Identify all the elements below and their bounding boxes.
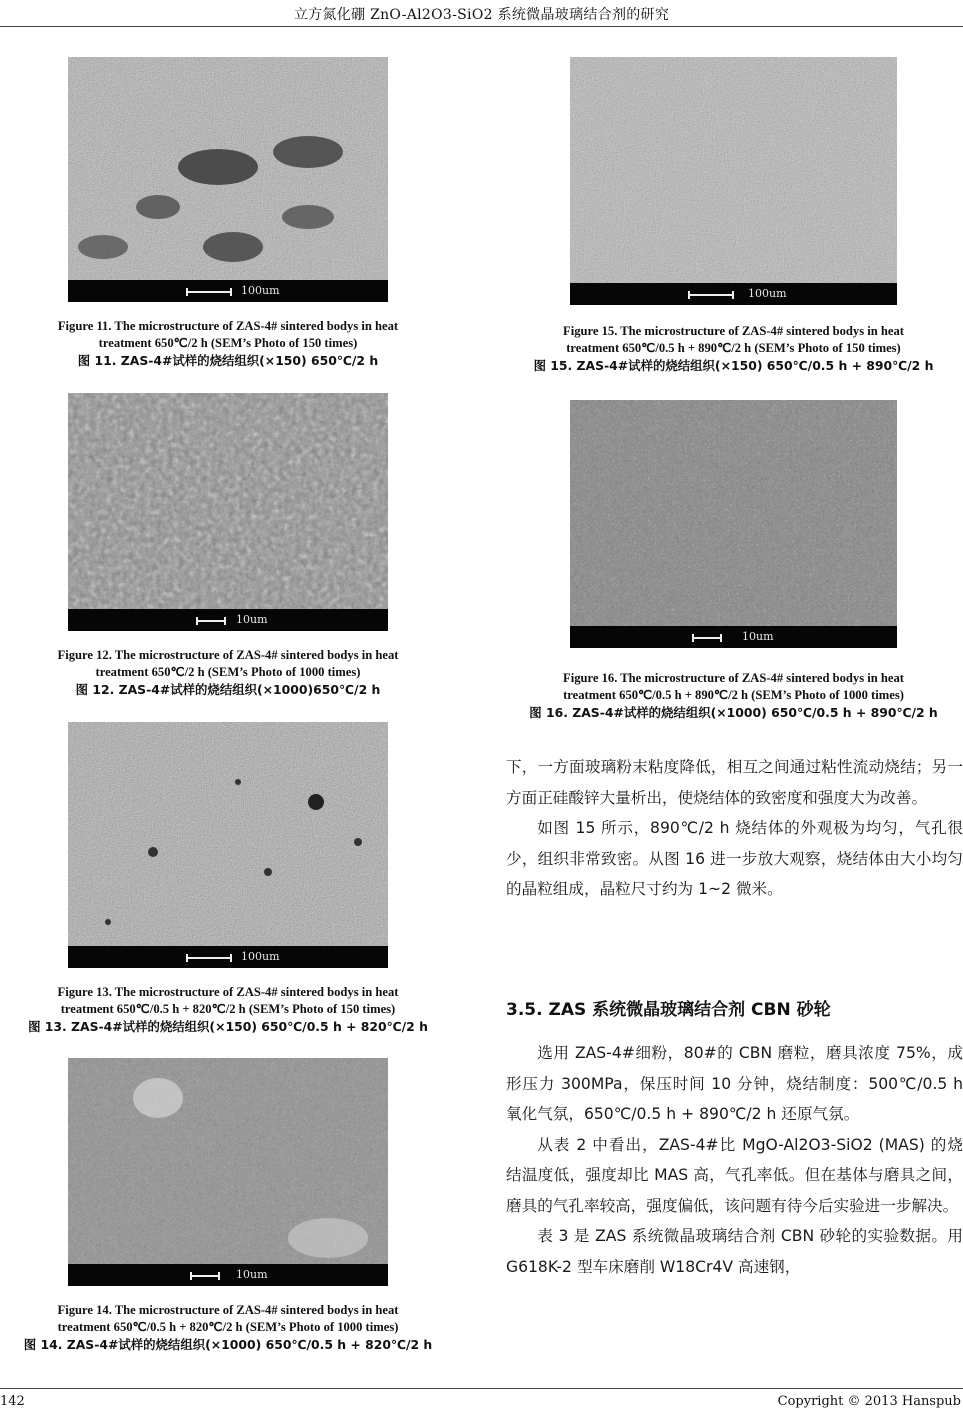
scale-label: 100um [241,284,280,297]
caption-en-line1: Figure 14. The microstructure of ZAS-4# sintered bodys in heat [57,1303,399,1317]
scale-label: 100um [241,950,280,963]
scale-line [692,637,722,639]
figure-14-image [68,1058,388,1286]
scale-line [688,294,734,296]
paragraph-table2: 从表 2 中看出，ZAS-4#比 MgO-Al2O3-SiO2 (MAS) 的烧结温度低，强度却比 MAS 高，气孔率低。但在基体与磨具之间，磨具的气孔率较高，强度偏低，该问题有待今后实验进一步解决。 [506,1135,963,1215]
paragraph-continuation: 下，一方面玻璃粉末粘度降低，相互之间通过粘性流动烧结；另一方面正硅酸锌大量析出，使烧结体的致密度和强度大为改善。 [506,758,963,807]
caption-en-line1: Figure 15. The microstructure of ZAS-4# sintered bodys in heat [563,324,904,338]
copyright: Copyright © 2013 Hanspub [777,1394,961,1409]
scale-bar [68,946,388,968]
caption-en-line1: Figure 16. The microstructure of ZAS-4# sintered bodys in heat [563,671,904,685]
body-text-block-1 [506,752,963,905]
body-text-block-2 [506,1038,963,1282]
caption-zh: 图 12. ZAS-4#试样的烧结组织(×1000)650℃/2 h [75,682,381,697]
figure-12-image [68,393,388,631]
scale-bar [570,626,897,648]
figure-16-image [570,400,897,648]
footer-rule [0,1388,963,1389]
caption-zh: 图 11. ZAS-4#试样的烧结组织(×150) 650℃/2 h [77,353,379,368]
scale-bar [570,283,897,305]
caption-en-line1: Figure 12. The microstructure of ZAS-4# sintered bodys in heat [57,648,399,662]
scale-label: 10um [236,613,268,626]
caption-en-line2: treatment 650℃/0.5 h + 820℃/2 h (SEM’s Photo of 150 times) [60,1002,396,1016]
scale-line [190,1275,220,1277]
caption-en-line2: treatment 650℃/2 h (SEM’s Photo of 1000 times) [95,665,361,679]
figure-13-caption [0,984,456,1035]
caption-en-line2: treatment 650℃/0.5 h + 890℃/2 h (SEM’s Photo of 1000 times) [563,688,904,702]
paragraph-fig15-discussion: 如图 15 所示，890℃/2 h 烧结体的外观极为均匀，气孔很少，组织非常致密。从图 16 进一步放大观察，烧结体由大小均匀的晶粒组成，晶粒尺寸约为 1~2 微米。 [506,819,963,898]
scale-label: 10um [236,1268,268,1281]
caption-en-line2: treatment 650℃/0.5 h + 890℃/2 h (SEM’s Photo of 150 times) [566,341,901,355]
caption-zh: 图 15. ZAS-4#试样的烧结组织(×150) 650℃/0.5 h + 890℃/2 h [533,358,934,373]
caption-zh: 图 13. ZAS-4#试样的烧结组织(×150) 650℃/0.5 h + 820℃/2 h [28,1019,428,1034]
scale-label: 100um [748,287,787,300]
figure-11-image [68,57,388,302]
caption-en-line2: treatment 650℃/2 h (SEM’s Photo of 150 times) [98,336,358,350]
scale-line [186,957,232,959]
scale-line [196,620,226,622]
caption-zh: 图 14. ZAS-4#试样的烧结组织(×1000) 650℃/0.5 h + 820℃/2 h [23,1337,433,1352]
page-number: 142 [0,1394,25,1409]
caption-en-line1: Figure 11. The microstructure of ZAS-4# sintered bodys in heat [57,319,399,333]
running-header: 立方氮化硼 ZnO-Al2O3-SiO2 系统微晶玻璃结合剂的研究 [293,7,670,23]
caption-zh: 图 16. ZAS-4#试样的烧结组织(×1000) 650℃/0.5 h + 890℃/2 h [529,705,938,720]
figure-11-caption [0,318,456,369]
scale-bar [68,280,388,302]
caption-en-line2: treatment 650℃/0.5 h + 820℃/2 h (SEM’s Photo of 1000 times) [57,1320,399,1334]
figure-15-image [570,57,897,305]
figure-12-caption [0,647,456,698]
scale-bar [68,1264,388,1286]
scale-label: 10um [742,630,774,643]
scale-bar [68,609,388,631]
caption-en-line1: Figure 13. The microstructure of ZAS-4# sintered bodys in heat [57,985,399,999]
section-heading-3-5: 3.5. ZAS 系统微晶玻璃结合剂 CBN 砂轮 [506,1000,831,1020]
figure-15-caption [502,323,963,374]
figure-16-caption [502,670,963,721]
paragraph-materials: 选用 ZAS-4#细粉，80#的 CBN 磨粒，磨具浓度 75%，成形压力 300MPa，保压时间 10 分钟，烧结制度：500℃/0.5 h 氧化气氛，650℃/0.5 h + 890℃/2 h 还原气氛。 [506,1044,963,1123]
scale-line [186,291,232,293]
figure-13-image [68,722,388,968]
figure-14-caption [0,1302,456,1353]
paragraph-table3: 表 3 是 ZAS 系统微晶玻璃结合剂 CBN 砂轮的实验数据。用 G618K-2 型车床磨削 W18Cr4V 高速钢， [506,1227,963,1276]
header-rule [0,26,963,27]
